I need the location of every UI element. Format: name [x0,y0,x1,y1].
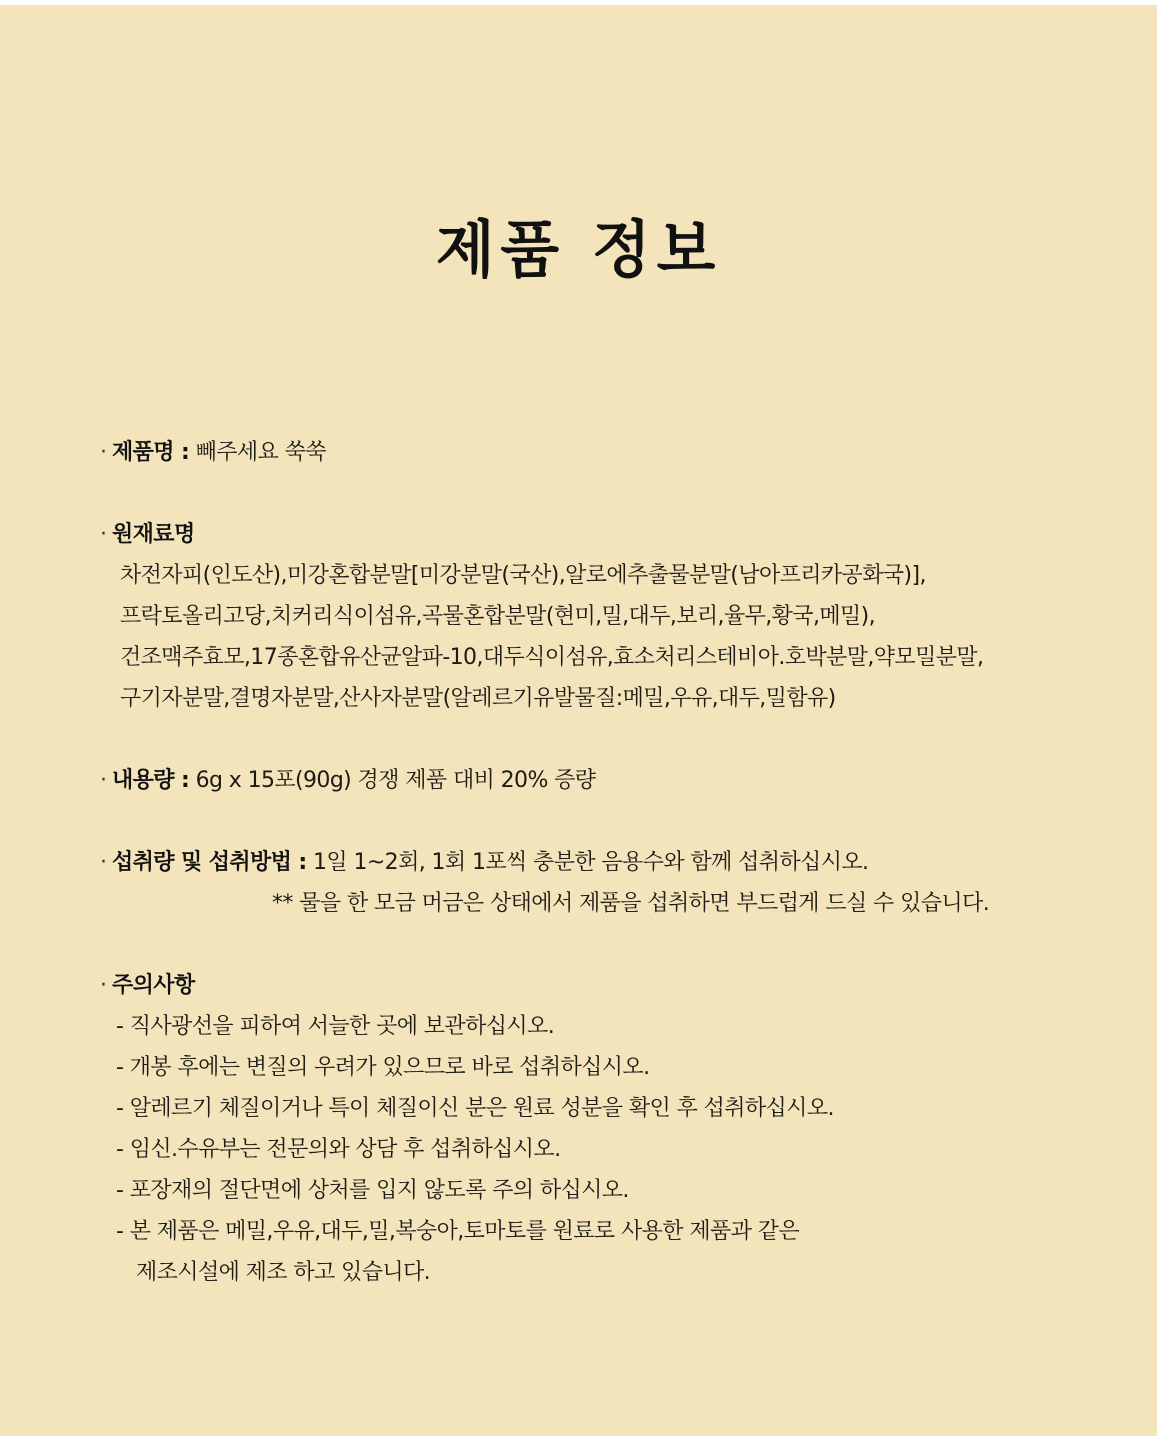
product-name-label: 제품명 : [112,440,190,465]
product-info-page [0,5,1157,1436]
intake-section [100,842,989,924]
cautions-label: 주의사항 [112,973,195,998]
intake-label: 섭취량 및 섭취방법 : [112,850,307,875]
caution-item: - 본 제품은 메밀,우유,대두,밀,복숭아,토마토를 원료로 사용한 제품과 같은 [116,1219,799,1244]
ingredients-line: 건조맥주효모,17종혼합유산균알파-10,대두식이섬유,효소처리스테비아.호박분말,약모밀분말, [120,645,984,670]
bullet-dot: · [100,440,107,465]
caution-item-continuation: 제조시설에 제조 하고 있습니다. [136,1260,431,1285]
caution-item: - 임신.수유부는 전문의와 상담 후 섭취하십시오. [116,1137,561,1162]
caution-item: - 알레르기 체질이거나 특이 체질이신 분은 원료 성분을 확인 후 섭취하십시오. [116,1096,834,1121]
ingredients-section [100,514,983,719]
caution-item: - 직사광선을 피하여 서늘한 곳에 보관하십시오. [116,1014,555,1039]
ingredients-label: 원재료명 [112,522,195,547]
bullet-dot: · [100,973,107,998]
product-name-row [100,432,326,473]
bullet-dot: · [100,768,107,793]
ingredients-line: 프락토올리고당,치커리식이섬유,곡물혼합분말(현미,밀,대두,보리,율무,황국,메밀), [120,604,876,629]
cautions-section [100,965,834,1293]
content-amount-value: 6g x 15포(90g) 경쟁 제품 대비 20% 증량 [195,768,596,793]
caution-item: - 포장재의 절단면에 상처를 입지 않도록 주의 하십시오. [116,1178,629,1203]
page-title: 제품 정보 [435,213,722,286]
product-name-value: 빼주세요 쑥쑥 [195,440,326,465]
ingredients-line: 차전자피(인도산),미강혼합분말[미강분말(국산),알로에추출물분말(남아프리카공화국)], [120,563,926,588]
content-amount-row [100,760,595,801]
content-amount-label: 내용량 : [112,768,190,793]
bullet-dot: · [100,522,107,547]
intake-value: 1일 1~2회, 1회 1포씩 충분한 음용수와 함께 섭취하십시오. [313,850,869,875]
ingredients-line: 구기자분말,결명자분말,산사자분말(알레르기유발물질:메밀,우유,대두,밀함유) [120,686,836,711]
intake-note: ** 물을 한 모금 머금은 상태에서 제품을 섭취하면 부드럽게 드실 수 있습니다. [272,891,990,916]
caution-item: - 개봉 후에는 변질의 우려가 있으므로 바로 섭취하십시오. [116,1055,650,1080]
bullet-dot: · [100,850,107,875]
